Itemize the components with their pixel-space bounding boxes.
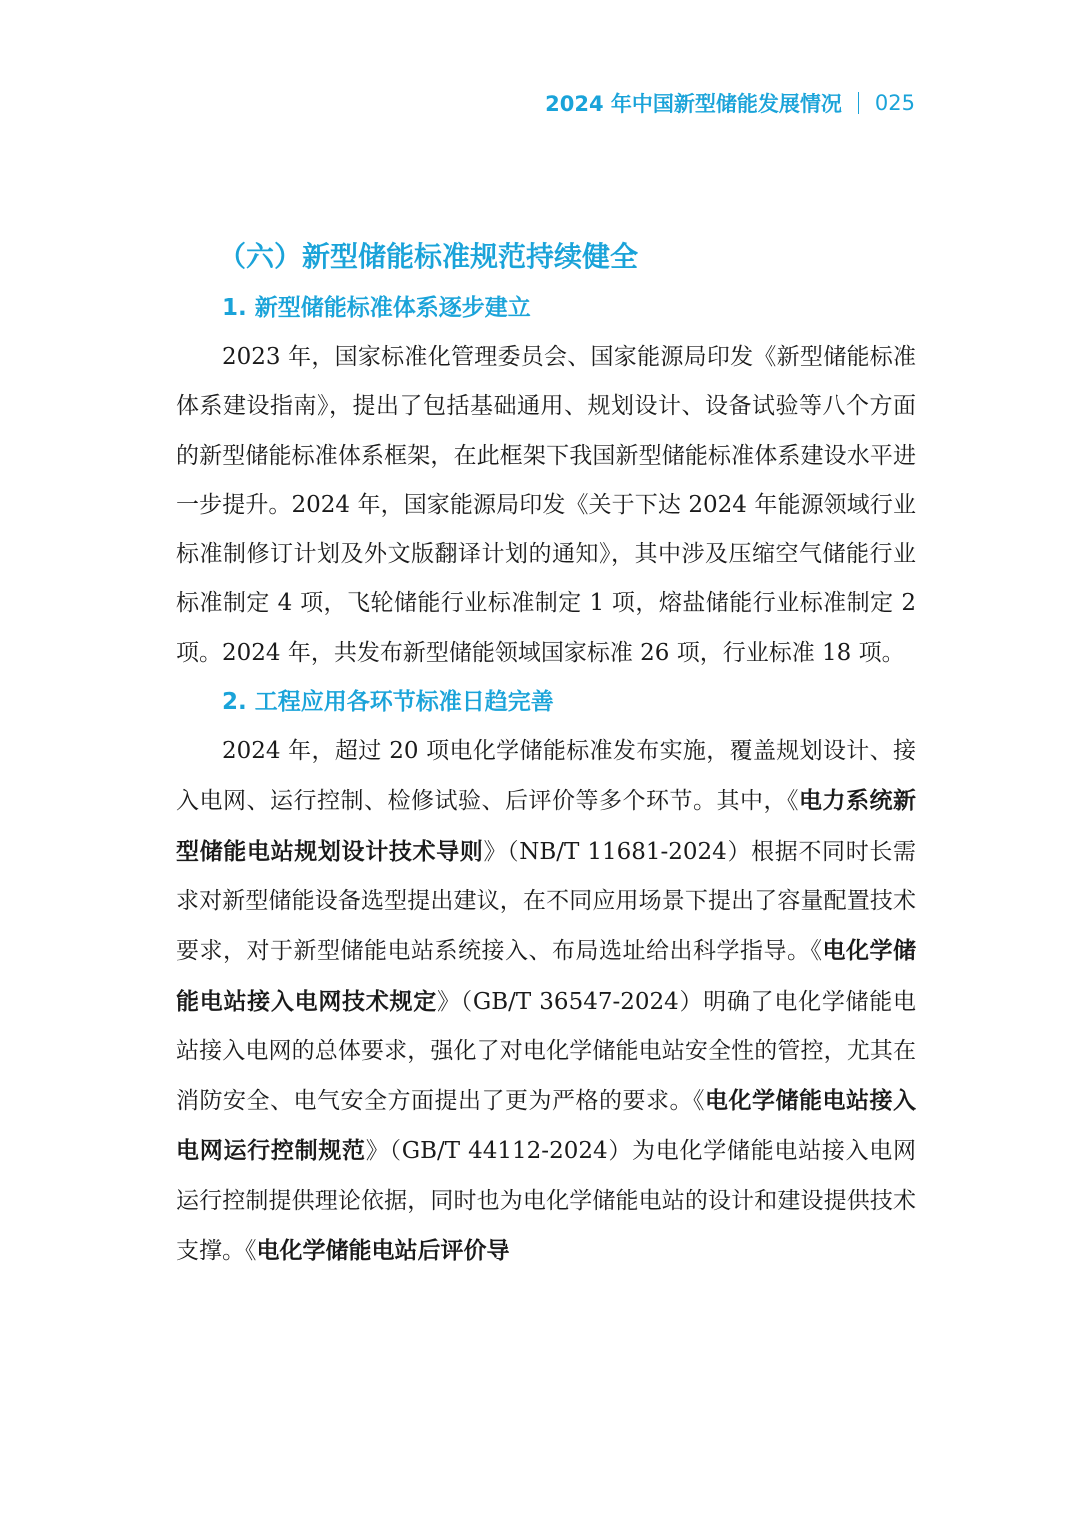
page-number: 025 bbox=[874, 91, 915, 115]
subsection-2-title: 2. 工程应用各环节标准日趋完善 bbox=[222, 689, 554, 716]
subsection-2-paragraph bbox=[176, 727, 916, 1276]
paragraph-text: 》（GB/T 36547-2024）明确了电化学储能电站接入电网的总体要求，强化了对电化学储能电站安全性的管控，尤其在消防安全、电气安全方面提出了更为严格的要求。《 bbox=[176, 988, 916, 1115]
paragraph-text: 》（GB/T 44112-2024）为电化学储能电站接入电网运行控制提供理论依据，同时也为电化学储能电站的设计和建设提供技术支撑。《 bbox=[176, 1138, 916, 1265]
subsection-1-title: 1. 新型储能标准体系逐步建立 bbox=[222, 295, 531, 321]
paragraph-text: 》（NB/T 11681-2024）根据不同时长需求对新型储能设备选型提出建议，在不同应用场景下提出了容量配置技术要求，对于新型储能电站系统接入、布局选址给出科学指导。《 bbox=[176, 838, 916, 965]
standard-title-grid-connection: 电化学储能电站接入电网技术规定 bbox=[176, 937, 916, 1015]
page-content bbox=[176, 230, 916, 1276]
standard-title-planning-guideline: 电力系统新型储能电站规划设计技术导则 bbox=[176, 787, 916, 865]
report-title: 2024 年中国新型储能发展情况 bbox=[545, 92, 842, 116]
running-header bbox=[545, 88, 915, 118]
standard-title-operation-control: 电化学储能电站接入电网运行控制规范 bbox=[176, 1087, 916, 1165]
standard-title-post-evaluation: 电化学储能电站后评价导 bbox=[256, 1237, 510, 1265]
section-heading: （六）新型储能标准规范持续健全 bbox=[218, 240, 639, 273]
header-divider bbox=[858, 92, 859, 114]
paragraph-text: 2024 年，超过 20 项电化学储能标准发布实施，覆盖规划设计、接入电网、运行控制、检修试验、后评价等多个环节。其中，《 bbox=[176, 738, 916, 815]
subsection-1-paragraph: 2023 年，国家标准化管理委员会、国家能源局印发《新型储能标准体系建设指南》，提出了包括基础通用、规划设计、设备试验等八个方面的新型储能标准体系框架，在此框架下我国新型储能标准体系建设水平进一步提升。2024 年，国家能源局印发《关于下达 2024 年能源领域行业标准制修订计划及外文版翻译计划的通知》，其中涉及压缩空气储能行业标准制定 4 项，飞轮储能行业标准制定 1 项，熔盐储能行业标准制定 2 项。2024 年，共发布新型储能领域国家标准 26 项，行业标准 18 项。 bbox=[176, 344, 916, 666]
